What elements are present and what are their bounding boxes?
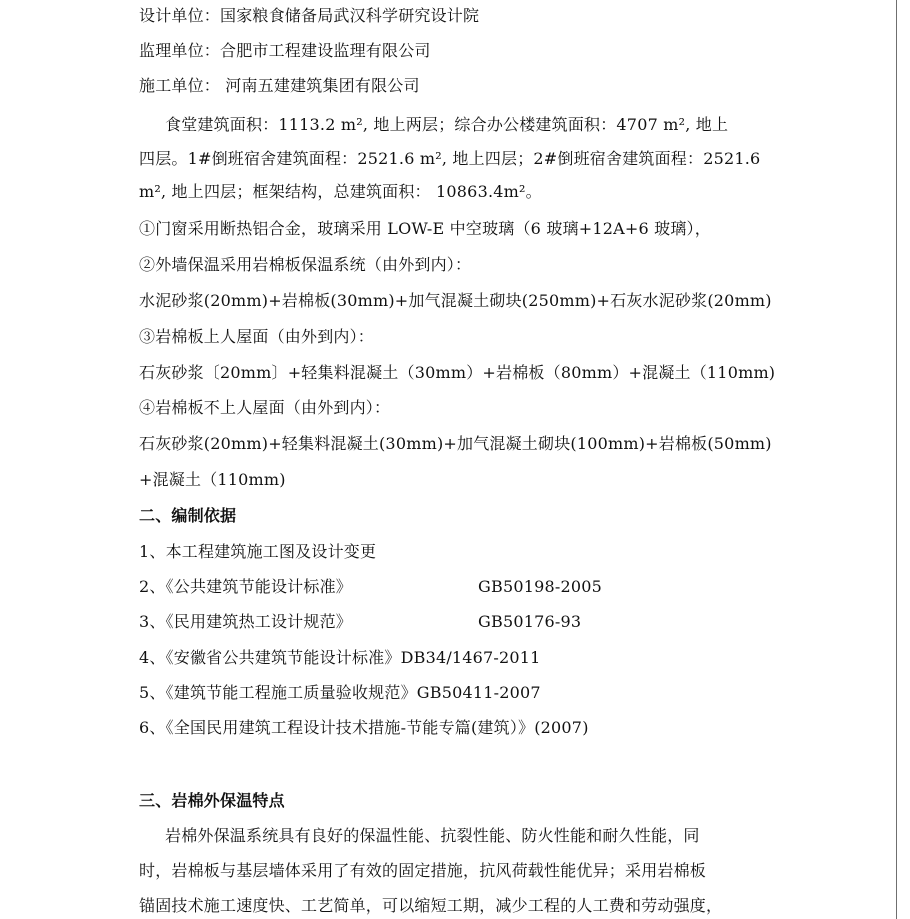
reference-item: 6、《全国民用建筑工程设计技术措施-节能专篇(建筑）》(2007) (139, 718, 589, 737)
section-3-paragraph-line: 锚固技术施工速度快、工艺简单，可以缩短工期，减少工程的人工费和劳动强度， (139, 896, 723, 915)
roof-nonaccessible-detail-2: +混凝土（110mm) (139, 470, 286, 489)
roof-accessible-detail: 石灰砂浆〔20mm〕+轻集料混凝土（30mm）+岩棉板（80mm）+混凝土（110mm) (139, 363, 776, 382)
right-gutter (897, 0, 910, 919)
reference-label: 2、《公共建筑节能设计标准》 (139, 577, 352, 596)
wall-insulation-line: ②外墙保温采用岩棉板保温系统（由外到内）： (139, 255, 472, 274)
area-line-3: m², 地上四层；框架结构，总建筑面积： 10863.4m²。 (139, 182, 542, 201)
area-line-2: 四层。1#倒班宿舍建筑面程：2521.6 m², 地上四层；2#倒班宿舍建筑面程：2521.6 (139, 149, 761, 168)
section-3-heading: 三、岩棉外保温特点 (139, 791, 285, 810)
section-3-paragraph-line: 时，岩棉板与基层墙体采用了有效的固定措施，抗风荷载性能优异；采用岩棉板 (139, 861, 707, 880)
roof-nonaccessible-detail-1: 石灰砂浆(20mm)+轻集料混凝土(30mm)+加气混凝土砌块(100mm)+岩棉板(50mm) (139, 434, 772, 453)
window-glass-line: ①门窗采用断热铝合金，玻璃采用 LOW-E 中空玻璃（6 玻璃+12A+6 玻璃）， (139, 219, 711, 238)
supervision-unit-line: 监理单位：合肥市工程建设监理有限公司 (139, 41, 431, 60)
design-unit-line: 设计单位：国家粮食储备局武汉科学研究设计院 (139, 6, 480, 25)
area-line-1: 食堂建筑面积：1113.2 m², 地上两层；综合办公楼建筑面积：4707 m², 地上 (165, 115, 729, 134)
reference-item (139, 611, 352, 633)
construction-unit-line: 施工单位： 河南五建建筑集团有限公司 (139, 76, 420, 95)
reference-item: 5、《建筑节能工程施工质量验收规范》GB50411-2007 (139, 683, 541, 702)
reference-label: 3、《民用建筑热工设计规范》 (139, 612, 352, 631)
roof-nonaccessible-line: ④岩棉板不上人屋面（由外到内）： (139, 398, 391, 417)
reference-item: 1、本工程建筑施工图及设计变更 (139, 542, 377, 561)
section-3-paragraph-line: 岩棉外保温系统具有良好的保温性能、抗裂性能、防火性能和耐久性能，同 (165, 826, 700, 845)
reference-code: GB50176-93 (478, 612, 582, 631)
reference-item (139, 576, 352, 598)
reference-item: 4、《安徽省公共建筑节能设计标准》DB34/1467-2011 (139, 648, 541, 667)
wall-insulation-detail: 水泥砂浆(20mm)+岩棉板(30mm)+加气混凝土砌块(250mm)+石灰水泥砂浆(20mm) (139, 291, 772, 310)
reference-code: GB50198-2005 (478, 577, 602, 596)
section-2-heading: 二、编制依据 (139, 506, 237, 525)
roof-accessible-line: ③岩棉板上人屋面（由外到内）： (139, 327, 375, 346)
